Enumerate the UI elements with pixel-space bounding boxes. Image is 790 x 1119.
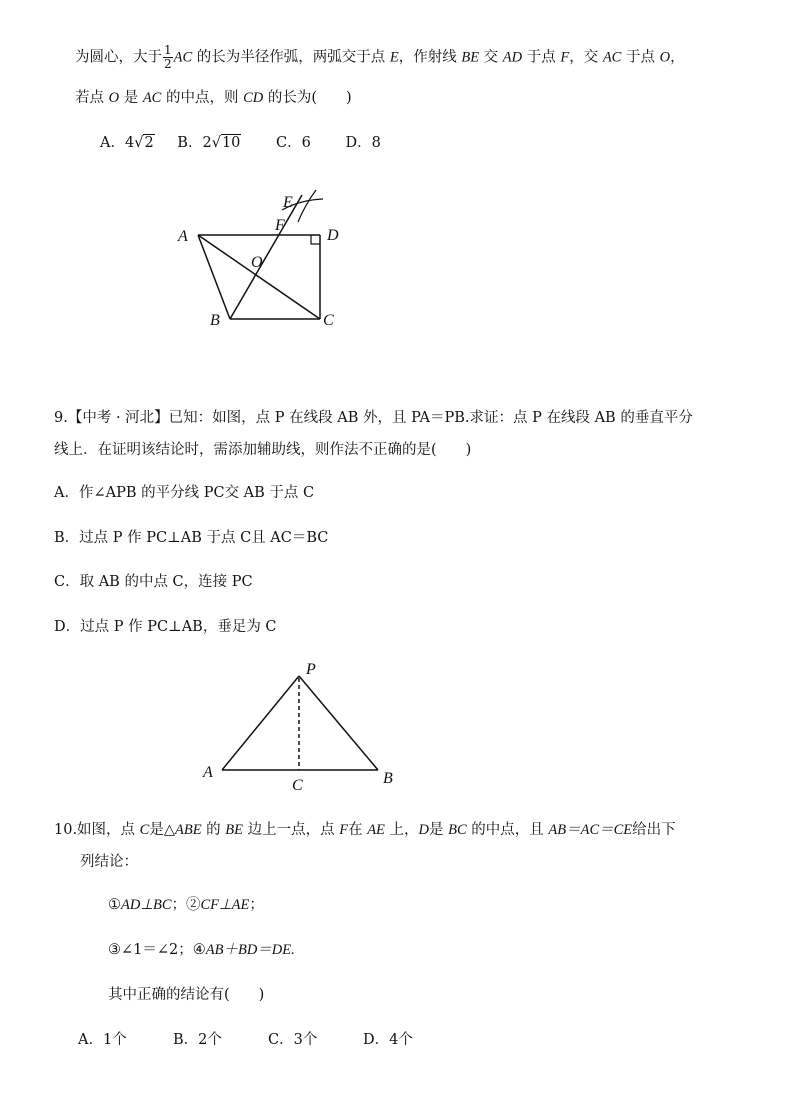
text: ；②	[171, 897, 201, 913]
math-d: D	[418, 822, 430, 838]
option-b-label: B．2	[177, 135, 212, 151]
label-b: B	[383, 770, 393, 787]
text: 于点	[522, 49, 561, 66]
text: 的长为半径作弧，两弧交于点	[192, 49, 390, 66]
label-a: A	[203, 764, 213, 781]
math-ae: AE	[367, 822, 385, 838]
q9-option-b[interactable]: B．过点 P 作 PC⊥AB 于点 C且 AC＝BC	[54, 530, 329, 546]
label-f: F	[275, 217, 285, 234]
label-p: P	[306, 661, 316, 678]
text: 10.如图，点	[54, 822, 140, 838]
option-b[interactable]: B．2个	[173, 1032, 222, 1048]
text: ③∠1＝∠2；④	[108, 942, 206, 958]
label-c: C	[323, 312, 334, 329]
math-ad: AD	[502, 49, 523, 66]
math-ad-perp-bc: AD⊥BC	[121, 897, 172, 913]
q10-prompt: 其中正确的结论有( )	[108, 987, 265, 1003]
math-cf-perp-ae: CF⊥AE	[200, 897, 250, 913]
label-c: C	[292, 777, 303, 794]
option-d[interactable]: D．8	[345, 135, 381, 151]
text: ，作射线	[398, 49, 462, 66]
math-abe: ABE	[175, 822, 202, 838]
fraction-denominator: 2	[164, 57, 172, 71]
text: 上，	[384, 822, 419, 838]
math-ac: AC	[602, 49, 622, 66]
text: 为圆心，大于	[75, 49, 162, 66]
math-be: BE	[225, 822, 244, 838]
fraction-numerator: 1	[164, 43, 172, 57]
q10-line-2: 列结论：	[80, 854, 138, 870]
text: 是	[119, 90, 143, 106]
math-f: F	[339, 822, 349, 838]
option-b-radicand: 10	[221, 135, 241, 151]
option-b[interactable]: B．2√10	[177, 135, 241, 151]
option-c[interactable]: C．3个	[268, 1032, 318, 1048]
text: 在	[348, 822, 368, 838]
math-f: F	[560, 49, 570, 66]
option-a-label: A．4	[100, 135, 135, 151]
q10-conclusions-1	[108, 895, 264, 915]
text: 的	[201, 822, 226, 838]
text: ，交	[569, 49, 603, 66]
text: ；	[249, 897, 264, 913]
label-a: A	[178, 228, 188, 245]
math-e: E	[389, 49, 399, 66]
text: 的中点，且	[466, 822, 549, 838]
label-d: D	[327, 227, 339, 244]
text: 交	[479, 49, 503, 66]
option-a[interactable]: A．4√2	[100, 135, 154, 151]
label-b: B	[210, 312, 220, 329]
math-c: C	[139, 822, 150, 838]
q10-conclusions-2	[108, 940, 295, 960]
text: 是	[429, 822, 449, 838]
q10-line-1	[54, 820, 676, 840]
option-c[interactable]: C．6	[276, 135, 311, 151]
math-ac: AC	[142, 90, 162, 106]
math-equality: AB＝AC＝CE	[548, 822, 633, 838]
math-bc: BC	[448, 822, 467, 838]
text: 若点	[75, 90, 109, 106]
math-be: BE	[461, 49, 480, 66]
math-o: O	[108, 90, 120, 106]
math-ab-plus-bd: AB＋BD＝DE.	[205, 942, 295, 958]
segment-pb	[299, 676, 378, 770]
q9-option-a[interactable]: A．作∠APB 的平分线 PC交 AB 于点 C	[54, 485, 315, 501]
text: 是△	[149, 822, 175, 838]
text: 的长为( )	[263, 90, 352, 106]
label-o: O	[251, 254, 263, 271]
q9-option-d[interactable]: D．过点 P 作 PC⊥AB，垂足为 C	[54, 619, 277, 635]
text: ①	[108, 897, 121, 913]
q9-line-1: 9.【中考 · 河北】已知：如图，点 P 在线段 AB 外，且 PA＝PB.求证：点 P 在线段 AB 的垂直平分	[54, 410, 693, 426]
text: ，	[670, 49, 685, 66]
q9-line-2: 线上．在证明该结论时，需添加辅助线，则作法不正确的是( )	[54, 442, 472, 458]
text: 给出下	[632, 822, 676, 838]
option-a[interactable]: A．1个	[78, 1032, 127, 1048]
math-o: O	[659, 49, 671, 66]
text: 于点	[621, 49, 660, 66]
math-ac: AC	[173, 49, 193, 66]
label-e: E	[283, 194, 293, 211]
segment-pa	[222, 676, 299, 770]
math-cd: CD	[243, 90, 264, 106]
option-d[interactable]: D．4个	[363, 1032, 413, 1048]
option-a-radicand: 2	[144, 135, 154, 151]
text: 的中点，则	[161, 90, 244, 106]
q9-option-c[interactable]: C．取 AB 的中点 C，连接 PC	[54, 574, 253, 590]
q10-options	[78, 1030, 413, 1050]
text: 边上一点，点	[243, 822, 340, 838]
